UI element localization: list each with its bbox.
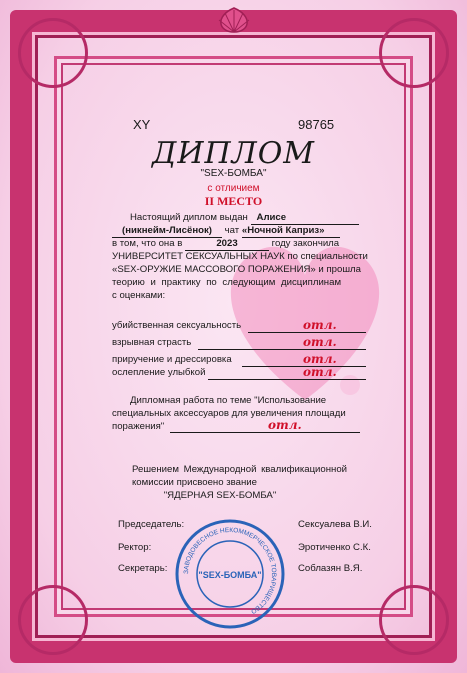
chat-name: «Ночной Каприз» xyxy=(242,224,340,238)
grade-value: отл. xyxy=(303,335,337,349)
grade-line xyxy=(248,332,366,333)
intro-line-4: УНИВЕРСИТЕТ СЕКСУАЛЬНЫХ НАУК по специальности xyxy=(112,251,368,262)
recipient-name: Алисе xyxy=(251,211,359,225)
decision-line-2: комиссии присвоено звание xyxy=(132,477,257,488)
stamp-ring-text: ЗАВОДОВЕСНОЕ НЕКОММЕРЧЕСКОЕ ТОВАРИЩЕСТВО xyxy=(182,526,278,615)
signature-name: Эротиченко С.К. xyxy=(298,542,371,553)
stamp-center-text: "SEX-БОМБА" xyxy=(198,570,262,580)
chat-label: чат xyxy=(224,225,240,236)
grade-line xyxy=(198,349,366,350)
intro-line-6: теорию и практику по следующим дисциплинам xyxy=(112,277,342,288)
grade-subject: взрывная страсть xyxy=(112,337,192,348)
serial-left: XY xyxy=(133,117,151,132)
signature-role: Ректор: xyxy=(118,542,152,553)
recipient-nickname: (никнейм-Лисёнок) xyxy=(112,224,222,238)
thesis-grade: отл. xyxy=(268,418,302,432)
intro-line-7: с оценками: xyxy=(112,290,166,301)
corner-ornament-icon xyxy=(18,585,88,655)
grade-subject: убийственная сексуальность xyxy=(112,320,242,331)
grade-value: отл. xyxy=(303,318,337,332)
shell-ornament-icon xyxy=(213,6,255,34)
signature-name: Соблазян В.Я. xyxy=(298,563,363,574)
grade-line xyxy=(208,379,366,380)
intro-line-2 xyxy=(112,224,340,238)
thesis-line-1: Дипломная работа по теме "Использование xyxy=(130,395,327,406)
signature-role: Председатель: xyxy=(118,519,185,530)
intro-year-prefix: в том, что она в xyxy=(112,238,183,249)
graduation-year: 2023 xyxy=(185,237,269,251)
serial-number: 98765 xyxy=(298,117,335,132)
grade-subject: приручение и дрессировка xyxy=(112,354,232,365)
corner-ornament-icon xyxy=(379,18,449,88)
intro-line-5: «SEX-ОРУЖИЕ МАССОВОГО ПОРАЖЕНИЯ» и прошла xyxy=(112,264,361,275)
decision-line-1: Решением Международной квалификационной xyxy=(132,464,348,475)
corner-ornament-icon xyxy=(18,18,88,88)
diploma-subtitle: "SEX-БОМБА" xyxy=(200,168,267,179)
signature-name: Сексуалева В.И. xyxy=(298,519,372,530)
signature-role: Секретарь: xyxy=(118,563,168,574)
thesis-line-2: специальных аксессуаров для увеличения площади xyxy=(112,408,346,419)
thesis-grade-line xyxy=(170,432,360,433)
place-text: II МЕСТО xyxy=(204,194,263,208)
official-stamp xyxy=(174,518,286,630)
grade-value: отл. xyxy=(303,365,337,379)
distinction-text: с отличием xyxy=(207,183,260,194)
intro-line-1 xyxy=(130,211,359,225)
corner-ornament-icon xyxy=(379,585,449,655)
page-title: ДИПЛОМ xyxy=(151,136,316,171)
intro-line-3 xyxy=(112,237,339,251)
grade-subject: ослепление улыбкой xyxy=(112,367,206,378)
intro-year-suffix: году закончила xyxy=(271,238,340,249)
grade-value: отл. xyxy=(303,352,337,366)
thesis-line-3: поражения" xyxy=(112,421,165,432)
intro-prefix: Настоящий диплом выдан xyxy=(130,212,248,223)
awarded-title: "ЯДЕРНАЯ SEX-БОМБА" xyxy=(163,490,277,501)
